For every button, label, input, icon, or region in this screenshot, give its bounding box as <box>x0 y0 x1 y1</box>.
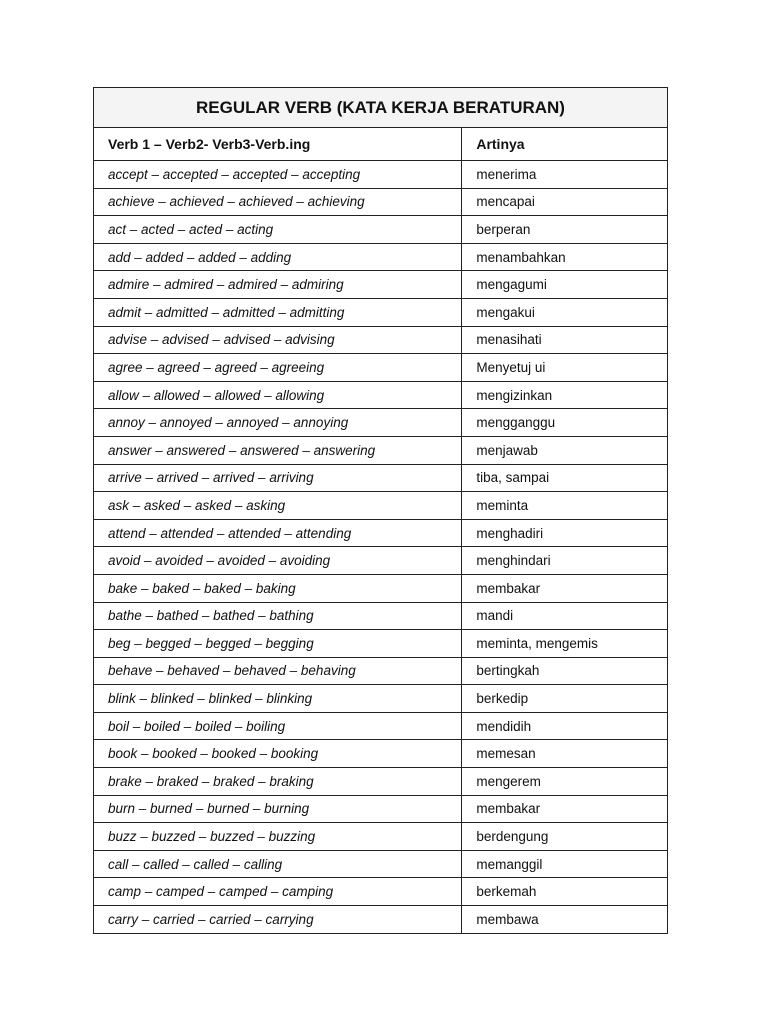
meaning-cell: memanggil <box>462 850 668 878</box>
meaning-cell: berkemah <box>462 878 668 906</box>
table-row <box>94 712 668 740</box>
table-row <box>94 795 668 823</box>
header-verb-forms: Verb 1 – Verb2- Verb3-Verb.ing <box>94 128 462 161</box>
table-title: REGULAR VERB (KATA KERJA BERATURAN) <box>94 88 668 128</box>
verb-forms-cell: beg – begged – begged – begging <box>94 630 462 658</box>
title-row <box>94 88 668 128</box>
verb-forms-cell: book – booked – booked – booking <box>94 740 462 768</box>
table-row <box>94 161 668 189</box>
meaning-cell: menambahkan <box>462 243 668 271</box>
meaning-cell: meminta, mengemis <box>462 630 668 658</box>
table-row <box>94 850 668 878</box>
table-row <box>94 188 668 216</box>
meaning-cell: mengakui <box>462 298 668 326</box>
verb-forms-cell: camp – camped – camped – camping <box>94 878 462 906</box>
verb-forms-cell: advise – advised – advised – advising <box>94 326 462 354</box>
meaning-cell: berdengung <box>462 823 668 851</box>
meaning-cell: mengizinkan <box>462 381 668 409</box>
table-row <box>94 492 668 520</box>
verb-forms-cell: agree – agreed – agreed – agreeing <box>94 354 462 382</box>
verb-forms-cell: annoy – annoyed – annoyed – annoying <box>94 409 462 437</box>
table-row <box>94 878 668 906</box>
table-row <box>94 216 668 244</box>
meaning-cell: mandi <box>462 602 668 630</box>
meaning-cell: meminta <box>462 492 668 520</box>
verb-forms-cell: add – added – added – adding <box>94 243 462 271</box>
meaning-cell: mengganggu <box>462 409 668 437</box>
meaning-cell: menghindari <box>462 547 668 575</box>
verb-forms-cell: ask – asked – asked – asking <box>94 492 462 520</box>
meaning-cell: membakar <box>462 795 668 823</box>
verb-forms-cell: achieve – achieved – achieved – achieving <box>94 188 462 216</box>
verb-forms-cell: allow – allowed – allowed – allowing <box>94 381 462 409</box>
verb-forms-cell: admit – admitted – admitted – admitting <box>94 298 462 326</box>
meaning-cell: tiba, sampai <box>462 464 668 492</box>
verb-forms-cell: boil – boiled – boiled – boiling <box>94 712 462 740</box>
table-row <box>94 464 668 492</box>
meaning-cell: mendidih <box>462 712 668 740</box>
table-row <box>94 326 668 354</box>
meaning-cell: bertingkah <box>462 657 668 685</box>
verb-forms-cell: answer – answered – answered – answering <box>94 436 462 464</box>
verb-forms-cell: accept – accepted – accepted – accepting <box>94 161 462 189</box>
verb-forms-cell: carry – carried – carried – carrying <box>94 906 462 934</box>
meaning-cell: menghadiri <box>462 519 668 547</box>
verb-forms-cell: buzz – buzzed – buzzed – buzzing <box>94 823 462 851</box>
table-row <box>94 657 668 685</box>
table-row <box>94 354 668 382</box>
table-row <box>94 906 668 934</box>
table-row <box>94 740 668 768</box>
meaning-cell: menasihati <box>462 326 668 354</box>
meaning-cell: berperan <box>462 216 668 244</box>
verb-table <box>93 87 668 934</box>
table-row <box>94 685 668 713</box>
header-row <box>94 128 668 161</box>
verb-forms-cell: brake – braked – braked – braking <box>94 768 462 796</box>
meaning-cell: menerima <box>462 161 668 189</box>
table-row <box>94 243 668 271</box>
meaning-cell: membakar <box>462 574 668 602</box>
table-row <box>94 768 668 796</box>
verb-forms-cell: act – acted – acted – acting <box>94 216 462 244</box>
meaning-cell: mengerem <box>462 768 668 796</box>
table-row <box>94 630 668 658</box>
meaning-cell: membawa <box>462 906 668 934</box>
header-meaning: Artinya <box>462 128 668 161</box>
verb-forms-cell: admire – admired – admired – admiring <box>94 271 462 299</box>
table-row <box>94 381 668 409</box>
verb-forms-cell: call – called – called – calling <box>94 850 462 878</box>
meaning-cell: Menyetuj ui <box>462 354 668 382</box>
meaning-cell: mengagumi <box>462 271 668 299</box>
verb-forms-cell: attend – attended – attended – attending <box>94 519 462 547</box>
verb-forms-cell: arrive – arrived – arrived – arriving <box>94 464 462 492</box>
verb-forms-cell: bake – baked – baked – baking <box>94 574 462 602</box>
table-row <box>94 574 668 602</box>
table-row <box>94 436 668 464</box>
verb-forms-cell: bathe – bathed – bathed – bathing <box>94 602 462 630</box>
table-row <box>94 602 668 630</box>
meaning-cell: mencapai <box>462 188 668 216</box>
table-row <box>94 271 668 299</box>
verb-forms-cell: burn – burned – burned – burning <box>94 795 462 823</box>
meaning-cell: memesan <box>462 740 668 768</box>
verb-forms-cell: blink – blinked – blinked – blinking <box>94 685 462 713</box>
meaning-cell: berkedip <box>462 685 668 713</box>
verb-forms-cell: behave – behaved – behaved – behaving <box>94 657 462 685</box>
table-row <box>94 547 668 575</box>
verb-forms-cell: avoid – avoided – avoided – avoiding <box>94 547 462 575</box>
table-row <box>94 298 668 326</box>
table-row <box>94 519 668 547</box>
table-row <box>94 823 668 851</box>
table-row <box>94 409 668 437</box>
meaning-cell: menjawab <box>462 436 668 464</box>
